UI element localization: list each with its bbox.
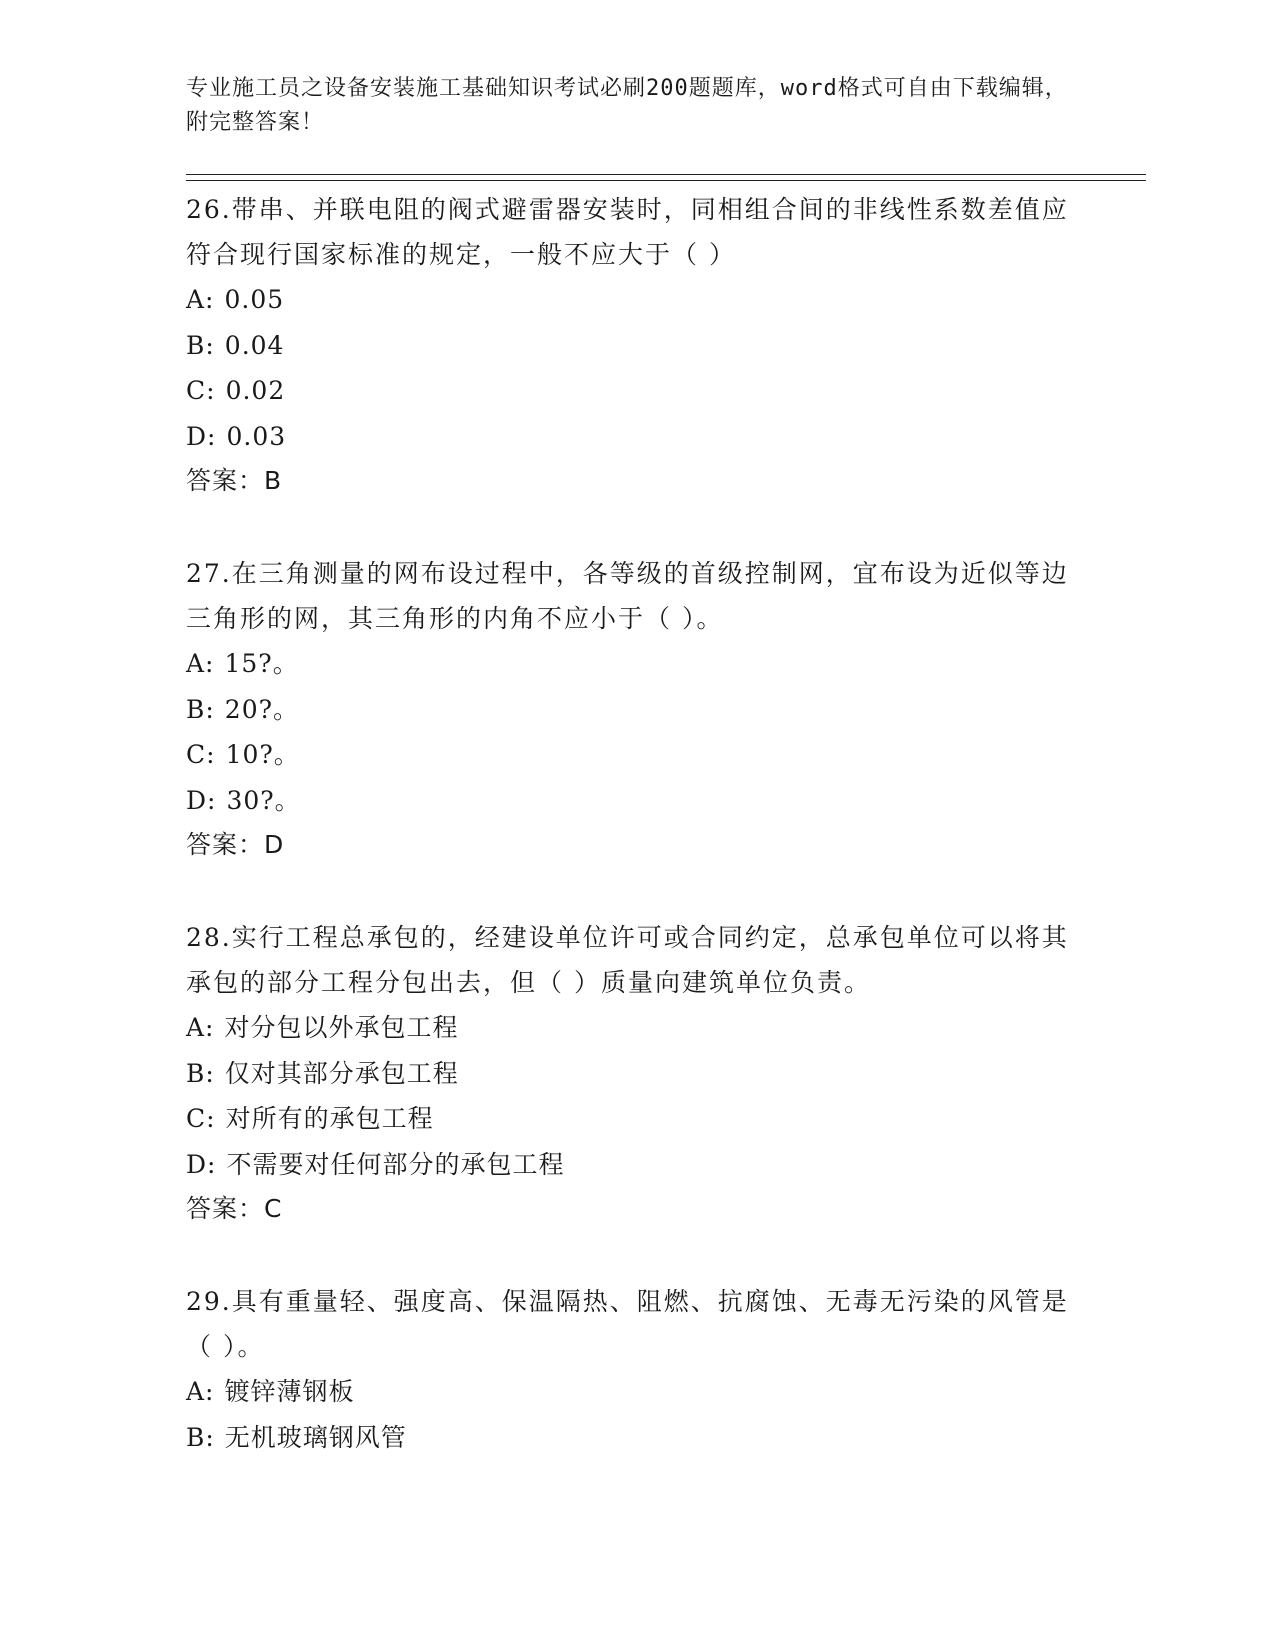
answer-line: 答案：B [186, 466, 283, 495]
option-value: 0.05 [224, 285, 285, 314]
question-text: 27.在三角测量的网布设过程中，各等级的首级控制网，宜布设为近似等边三角形的网，其三角形的内角不应小于（ ）。 [186, 559, 1069, 633]
option-c [186, 1096, 1086, 1142]
option-value: 无机玻璃钢风管 [224, 1422, 407, 1452]
option-b [186, 1415, 1086, 1461]
option-d [186, 1142, 1086, 1188]
question-29 [186, 1279, 1086, 1460]
option-letter: A: [186, 285, 215, 314]
question-text: 26.带串、并联电阻的阀式避雷器安装时，同相组合间的非线性系数差值应符合现行国家标准的规定，一般不应大于（ ） [186, 195, 1069, 269]
option-d [186, 778, 1086, 824]
option-value: 0.03 [226, 421, 287, 451]
option-letter: D: [186, 785, 217, 815]
option-value: 15?。 [224, 649, 299, 678]
option-value: 镀锌薄钢板 [224, 1377, 355, 1406]
option-letter: B: [186, 1422, 215, 1452]
answer-line: 答案：C [186, 1194, 283, 1223]
option-letter: C: [186, 1104, 216, 1133]
option-value: 0.02 [225, 376, 286, 405]
option-letter: A: [186, 1377, 215, 1406]
option-c [186, 732, 1086, 778]
option-value: 不需要对任何部分的承包工程 [226, 1149, 565, 1179]
option-letter: B: [186, 694, 215, 724]
option-value: 0.04 [224, 330, 285, 360]
option-a [186, 1369, 1086, 1415]
question-text: 28.实行工程总承包的，经建设单位许可或合同约定，总承包单位可以将其承包的部分工程分包出去，但（ ）质量向建筑单位负责。 [186, 923, 1069, 997]
option-letter: A: [186, 1013, 215, 1042]
option-c [186, 368, 1086, 414]
option-b [186, 1051, 1086, 1097]
option-letter: A: [186, 649, 215, 678]
header-divider-top [186, 174, 1146, 175]
option-value: 仅对其部分承包工程 [224, 1058, 459, 1088]
option-value: 10?。 [225, 740, 300, 769]
option-letter: C: [186, 740, 216, 769]
option-a [186, 277, 1086, 323]
question-text: 29.具有重量轻、强度高、保温隔热、阻燃、抗腐蚀、无毒无污染的风管是（ ）。 [186, 1287, 1069, 1361]
option-d [186, 414, 1086, 460]
option-letter: D: [186, 421, 217, 451]
option-letter: B: [186, 1058, 215, 1088]
question-26 [186, 187, 1086, 503]
document-header-title: 专业施工员之设备安装施工基础知识考试必刷200题题库，word格式可自由下载编辑，附完整答案！ [186, 76, 1068, 135]
question-28 [186, 915, 1086, 1231]
option-value: 对分包以外承包工程 [224, 1013, 459, 1042]
option-a [186, 1005, 1086, 1051]
option-value: 20?。 [224, 694, 300, 724]
option-letter: C: [186, 376, 216, 405]
option-b [186, 687, 1086, 733]
option-b [186, 323, 1086, 369]
option-value: 对所有的承包工程 [225, 1104, 434, 1133]
answer-line: 答案：D [186, 830, 285, 859]
option-value: 30?。 [226, 785, 301, 815]
option-letter: B: [186, 330, 215, 360]
header-divider-bottom [186, 180, 1146, 181]
option-letter: D: [186, 1149, 217, 1179]
option-a [186, 641, 1086, 687]
question-27 [186, 551, 1086, 867]
